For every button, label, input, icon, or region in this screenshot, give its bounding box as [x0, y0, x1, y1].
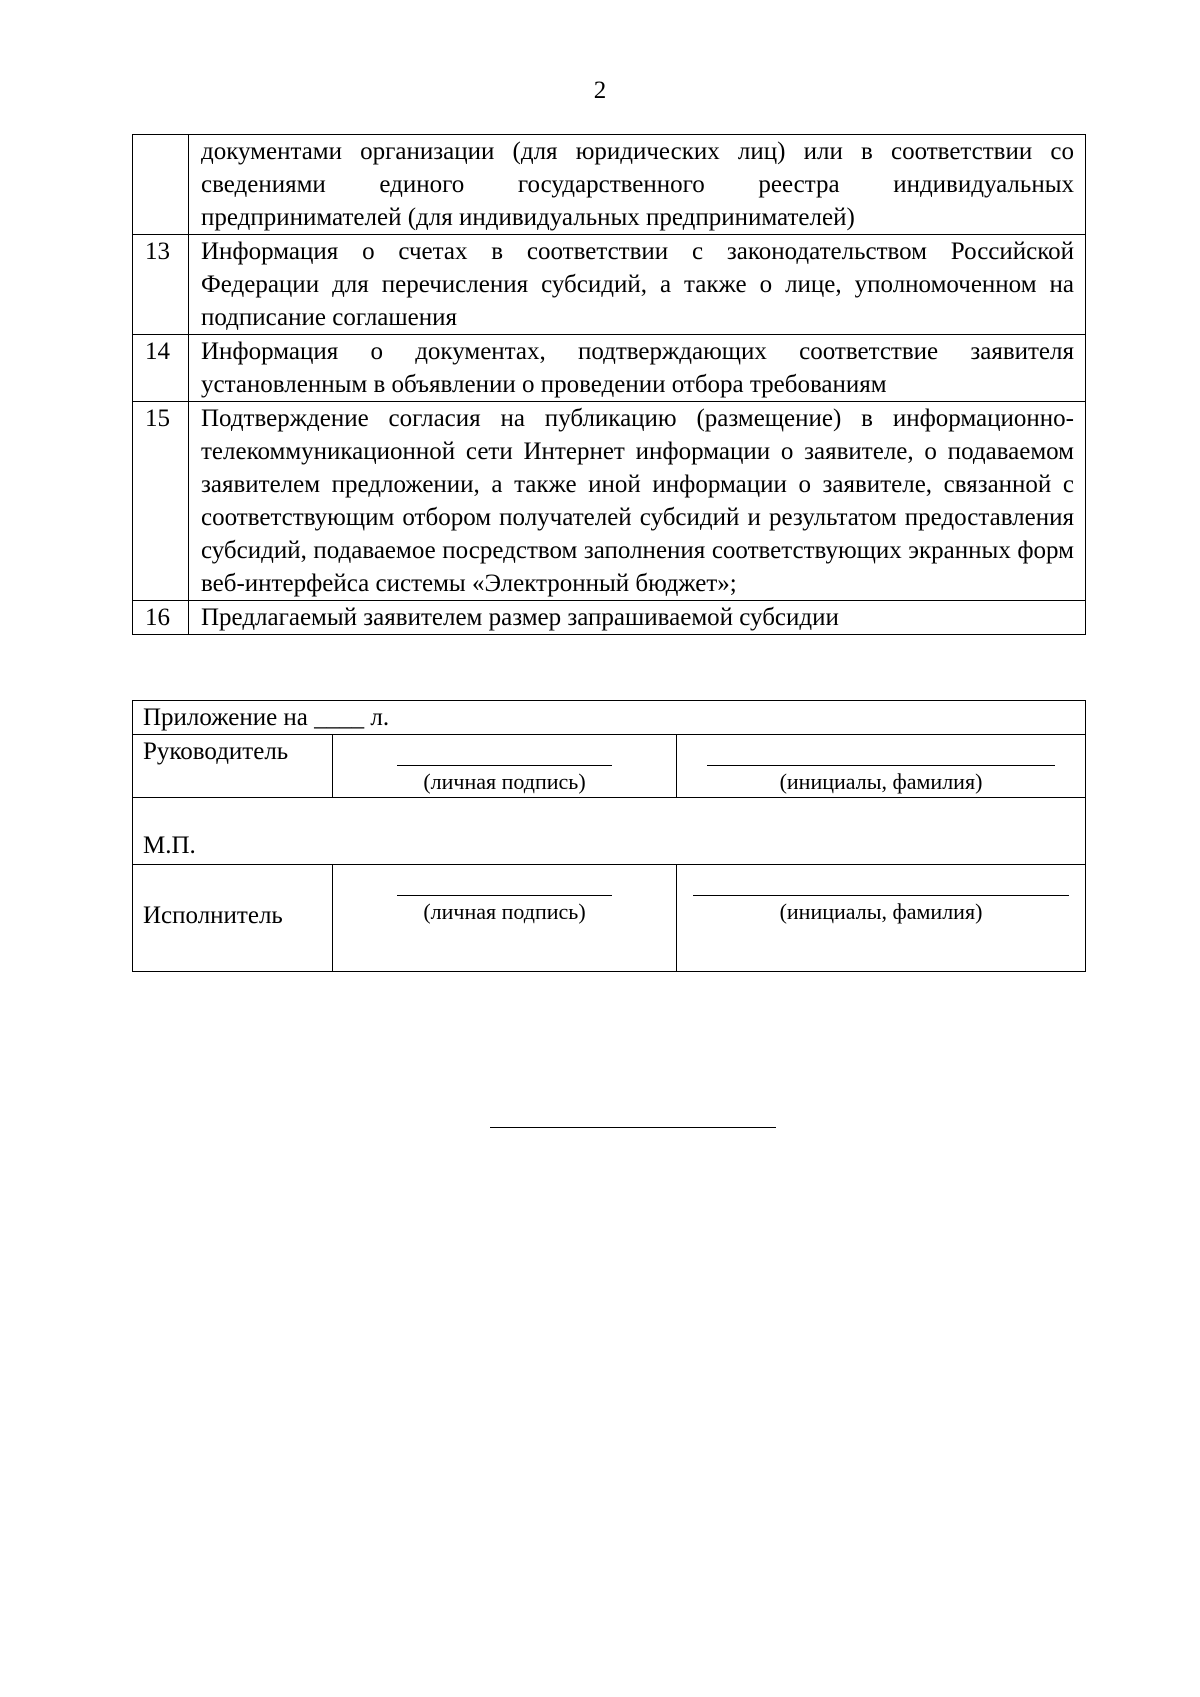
row-number: 16 [133, 601, 189, 635]
stamp-row [133, 798, 1086, 865]
executor-name-line [693, 895, 1069, 896]
page-number: 2 [593, 77, 607, 104]
head-label: Руководитель [143, 738, 289, 765]
stamp-cell [133, 798, 1086, 865]
appendix-label: Приложение на ____ л. [133, 701, 1086, 735]
head-name-caption: (инициалы, фамилия) [779, 769, 983, 794]
head-row [133, 735, 1086, 798]
head-label-cell [133, 735, 333, 798]
executor-label: Исполнитель [143, 902, 283, 929]
signature-table [132, 700, 1086, 972]
head-signature-caption: (личная подпись) [423, 769, 586, 794]
executor-name-caption: (инициалы, фамилия) [779, 899, 983, 924]
table-row [133, 235, 1086, 335]
head-name-cell [677, 735, 1086, 798]
executor-name-cell [677, 865, 1086, 972]
row-text: Предлагаемый заявителем размер запрашиваемой субсидии [189, 601, 1086, 635]
executor-signature-line [397, 895, 612, 896]
row-number: 14 [133, 335, 189, 402]
table-row [133, 402, 1086, 601]
table-row [133, 601, 1086, 635]
head-signature-line [397, 765, 612, 766]
row-text: документами организации (для юридических лиц) или в соответствии со сведениями единого государственного реестра индивидуальных предпринимателей (для индивидуальных предпринимателей) [189, 135, 1086, 235]
end-of-document-line [490, 1127, 776, 1128]
requirements-table [132, 134, 1086, 635]
stamp-label: М.П. [143, 832, 196, 859]
executor-row [133, 865, 1086, 972]
row-number: 13 [133, 235, 189, 335]
row-text: Информация о документах, подтверждающих соответствие заявителя установленным в объявлении о проведении отбора требованиям [189, 335, 1086, 402]
appendix-row [133, 701, 1086, 735]
row-text: Подтверждение согласия на публикацию (размещение) в информационно-телекоммуникационной сети Интернет информации о заявителе, о подаваемом заявителем предложении, а также иной информации о заявителе, связанной с соответствующим отбором получателей субсидий и результатом предоставления субсидий, подаваемое посредством заполнения соответствующих экранных форм веб-интерфейса системы «Электронный бюджет»; [189, 402, 1086, 601]
row-text: Информация о счетах в соответствии с законодательством Российской Федерации для перечисления субсидий, а также о лице, уполномоченном на подписание соглашения [189, 235, 1086, 335]
executor-signature-cell [333, 865, 677, 972]
row-number [133, 135, 189, 235]
table-row [133, 135, 1086, 235]
executor-signature-caption: (личная подпись) [423, 899, 586, 924]
row-number: 15 [133, 402, 189, 601]
table-row [133, 335, 1086, 402]
head-signature-cell [333, 735, 677, 798]
executor-label-cell [133, 865, 333, 972]
head-name-line [707, 765, 1055, 766]
